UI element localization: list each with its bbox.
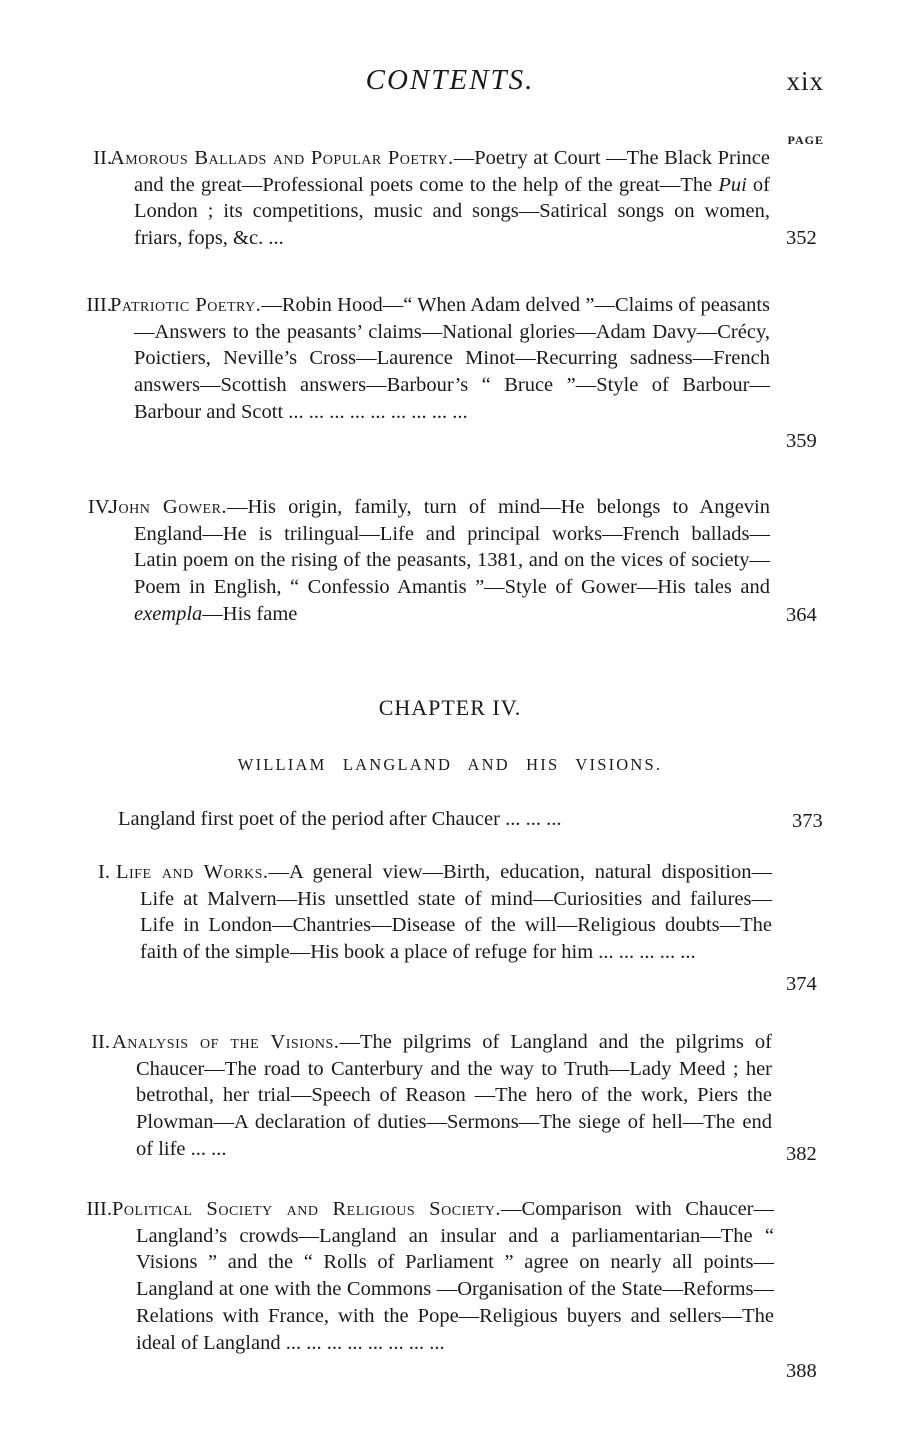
entry-description-cont: of London ; its competitions, music and songs—Satirical songs on women, friars, fops, &c. ... — [134, 173, 771, 250]
entry-description: —A general view—Birth, education, natural disposition—Life at Malvern—His unsettled state of mind—Curiosities and failures—Life in London—Chantries—Disease of the will—Religious doubts—The faith of the simple—His book a place of refuge for him ... ... ... ... ... — [140, 861, 772, 964]
entry-numeral: III. — [86, 1198, 112, 1220]
entry-description: —Comparison with Chaucer—Langland’s crowds—Langland an insular and a parliamentarian—The “ Visions ” and the “ Rolls of Parliament ” agree on nearly all points—Langland at one with the Commons —Organisation of the State—Reforms—Relations with France, with the Pope—Religious buyers and sellers—The ideal of Langland ... ... ... ... ... ... ... ... — [136, 1198, 774, 1354]
entry-heading: Life and Works. — [116, 861, 269, 883]
page-column-label: PAGE — [787, 133, 824, 147]
page-folio: xix — [786, 66, 824, 96]
entry-numeral: IV. — [87, 496, 112, 518]
entry-description-cont: —His fame — [202, 602, 298, 625]
entry-numeral: I. — [98, 861, 110, 883]
entry-text — [112, 1196, 774, 1356]
lead-entry — [118, 806, 561, 833]
entry-page-number: 374 — [786, 973, 817, 995]
entry-description: —His origin, family, turn of mind—He belongs to Angevin England—He is trilingual—Life and principal works—French ballads—Latin poem on the rising of the peasants, 1381, and on the vices of society—Poem in English, “ Confessio Amantis ”—Style of Gower—His tales and — [134, 496, 770, 599]
entry-emphasis: Pui — [718, 173, 747, 196]
entry-heading: John Gower. — [110, 496, 228, 518]
entry-numeral: II. — [93, 147, 112, 169]
lead-page-number: 373 — [792, 810, 823, 832]
entry-description: —Poetry at Court —The Black Prince and the great—Professional poets come to the help of the great—The — [134, 147, 770, 196]
chapter-subtitle: WILLIAM LANGLAND AND HIS VISIONS. — [237, 755, 663, 774]
entry-heading: Political Society and Religious Society. — [112, 1198, 502, 1220]
entry-numeral: II. — [91, 1031, 110, 1053]
entry-page-number: 364 — [786, 604, 817, 626]
running-title: CONTENTS. — [365, 64, 535, 96]
entry-heading: Patriotic Poetry. — [110, 294, 262, 316]
entry-text — [110, 145, 770, 252]
entry-description: —Robin Hood—“ When Adam delved ”—Claims of peasants—Answers to the peasants’ claims—National glories—Adam Davy—Crécy, Poictiers, Neville’s Cross—Laurence Minot—Recurring sadness—French answers—Scottish answers—Barbour’s “ Bruce ”—Style of Barbour—Barbour and Scott ... ... ... ... ... ... ... ... ... — [134, 294, 771, 423]
entry-text — [110, 494, 770, 628]
entry-heading: Analysis of the Visions. — [112, 1031, 340, 1053]
entry-description: —The pilgrims of Langland and the pilgrims of Chaucer—The road to Canterbury and the way to Truth—Lady Meed ; her betrothal, her trial—Speech of Reason —The hero of the work, Piers the Plowman—A declaration of duties—Sermons—The siege of hell—The end of life ... ... — [136, 1031, 772, 1160]
entry-page-number: 382 — [786, 1143, 817, 1165]
lead-entry-text: Langland first poet of the period after Chaucer ... ... ... — [118, 808, 562, 830]
entry-emphasis: exempla — [134, 602, 203, 625]
entry-text — [116, 859, 772, 966]
entry-text — [112, 1029, 772, 1163]
entry-page-number: 352 — [786, 227, 817, 249]
entry-heading: Amorous Ballads and Popular Poetry. — [110, 147, 454, 169]
entry-page-number: 388 — [786, 1360, 817, 1382]
entry-page-number: 359 — [786, 430, 817, 452]
entry-text — [110, 292, 770, 426]
chapter-heading: CHAPTER IV. — [378, 695, 522, 720]
entry-numeral: III. — [86, 294, 112, 316]
